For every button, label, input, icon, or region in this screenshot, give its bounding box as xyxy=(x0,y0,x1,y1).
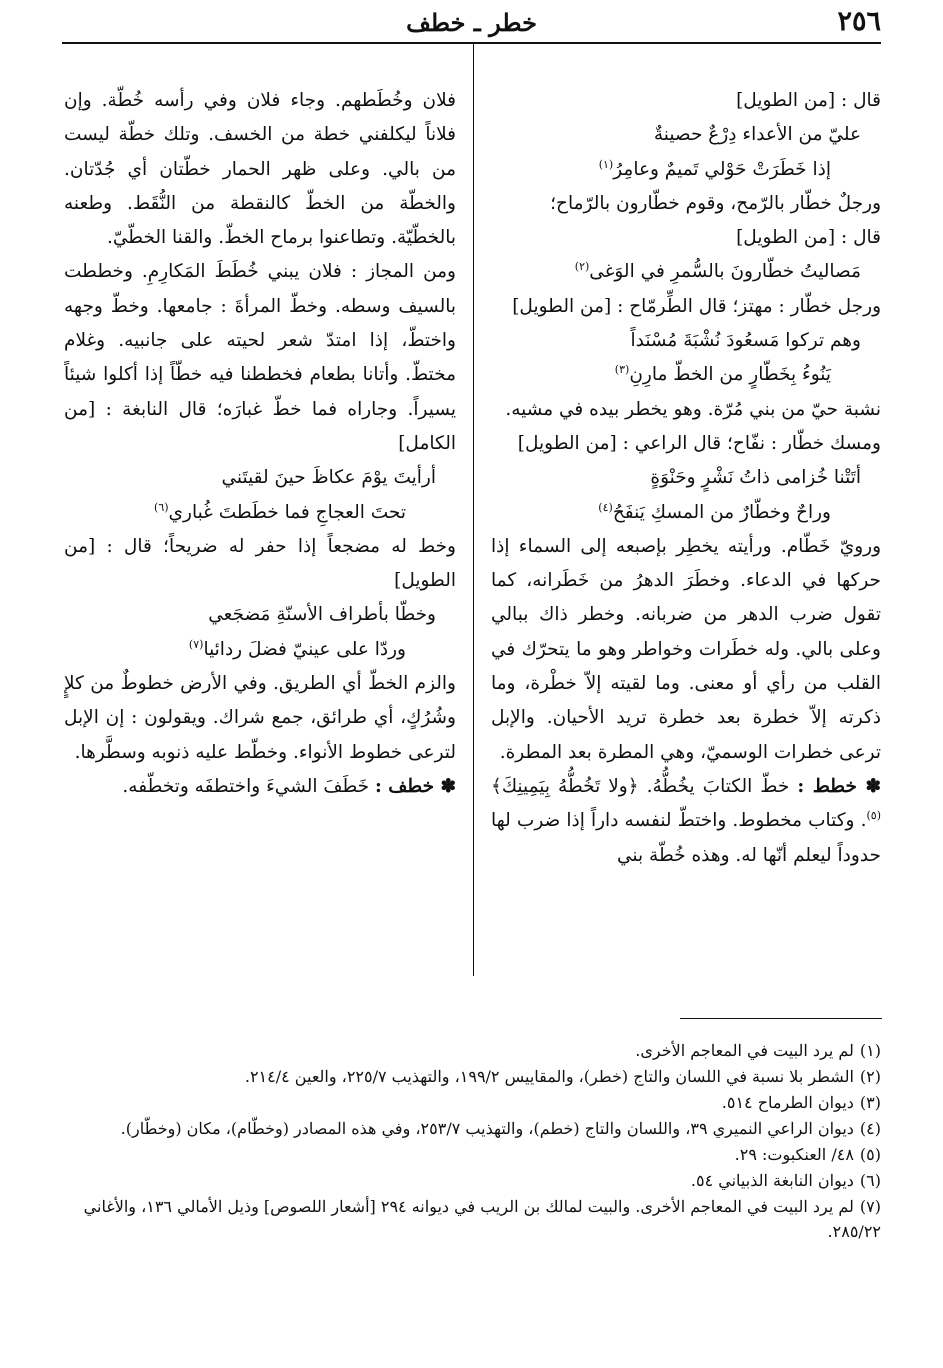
verse-text: وراحٌ وخطّارٌ من المسكِ يَنفَحُ xyxy=(612,501,831,523)
footnote-text: ٤٨/ العنكبوت: ٢٩. xyxy=(734,1145,854,1164)
footnote-text: ديوان الراعي النميري ٣٩، واللسان والتاج (خطم)، والتهذيب ٢٥٣/٧، وفي هذه المصادر (وخطّام)، مكان (وخطّار). xyxy=(120,1119,854,1138)
verse-text: وردّا على عينيّ فضلَ ردائيا xyxy=(203,638,406,660)
paragraph: ومسك خطّار : نفّاح؛ قال الراعي : [من الطويل] xyxy=(517,432,881,454)
verse-text: وهم تركوا مَسعُودَ نُشْبَةَ مُسْنَداً xyxy=(630,330,861,352)
paragraph: وخط له مضجعاً إذا حفر له ضريحاً؛ قال : [من الطويل] xyxy=(64,535,456,592)
verse-line xyxy=(64,496,456,530)
verse-line xyxy=(491,118,881,152)
paragraph: ومن المجاز : فلان يبني خُطَطَ المَكارِمِ. وخططت بالسيف وسطه. وخطّ المرأةَ : جامعها. وخطّ وجهه واختطّ، إذا امتدّ شعر لحيته على جانبيه. وغلام مختطّ. وأتانا بطعام فخططنا فيه خطّاً إذا أكلوا شيئاً يسيراً. وجاراه فما خطّ غبارَه؛ قال النابغة : [من الكامل] xyxy=(64,261,456,454)
footnote-marker: (١) xyxy=(598,157,614,171)
paragraph: ورجلٌ خطّار بالرّمح، وقوم خطّارون بالرّماح؛ xyxy=(550,192,881,214)
verse-text: أتَتْنا خُزامى ذاتُ نَشْرٍ وحَنْوَةٍ xyxy=(650,467,861,489)
footnote-marker: (٦) xyxy=(154,500,169,514)
running-title: خطر ـ خطف xyxy=(406,8,537,37)
page-number: ٢٥٦ xyxy=(837,6,881,37)
footnote-number: (٥) xyxy=(859,1145,881,1164)
verse-line xyxy=(64,461,456,495)
footnote xyxy=(64,1090,881,1115)
paragraph: نشبة حيّ من بني مُرّة. وهو يخطر بيده في مشيه. xyxy=(505,398,881,420)
verse-text: إذا خَطَرَتْ حَوْلي تَميمٌ وعامِرُ xyxy=(613,158,831,180)
footnote-number: (٦) xyxy=(859,1171,881,1190)
paragraph: ورجل خطّار : مهتز؛ قال الطِّرمّاح : [من الطويل] xyxy=(512,295,881,317)
entry-text-tail: . وكتاب مخطوط. واختطّ لنفسه داراً إذا ضرب لها حدوداً ليعلم أنّها له. وهذه خُطّة بني xyxy=(491,810,881,866)
footnote-text: الشطر بلا نسبة في اللسان والتاج (خطر)، والمقاييس ١٩٩/٢، والتهذيب ٢٢٥/٧، والعين ٢١٤/٤. xyxy=(244,1067,854,1086)
footnote xyxy=(64,1064,881,1089)
verse-text: وخطّا بأطراف الأسنّةِ مَضجَعي xyxy=(208,604,436,626)
left-column xyxy=(64,84,456,970)
footnote-number: (٧) xyxy=(859,1197,881,1216)
footnote xyxy=(64,1116,881,1141)
footnote-text: ديوان الطرماح ٥١٤. xyxy=(721,1093,854,1112)
verse-line xyxy=(491,358,881,392)
paragraph: قال : [من الطويل] xyxy=(736,90,881,111)
footnote-number: (٣) xyxy=(859,1093,881,1112)
footnote-marker: (٥) xyxy=(866,809,881,823)
entry-paragraph xyxy=(491,770,881,873)
footnote-number: (١) xyxy=(859,1041,881,1060)
footnote xyxy=(64,1194,881,1244)
footnote xyxy=(64,1168,881,1193)
footnote-number: (٤) xyxy=(859,1119,881,1138)
verse-line xyxy=(491,496,881,530)
paragraph: قال : [من الطويل] xyxy=(736,227,881,249)
paragraph: فلان وخُطَطهم. وجاء فلان وفي رأسه خُطّة. وإن فلاناً ليكلفني خطة من الخسف. وتلك خطّة ليست من بالي. وعلى ظهر الحمار خطّتان أي جُدّتان. والخطّة من الخطّ كالنقطة من النُّقَط. وطعنه بالخطّيّة. وتطاعنوا برماح الخطّ. والقنا الخطّيّ. xyxy=(64,90,456,249)
footnote-rule xyxy=(680,1018,882,1019)
paragraph: ورويّ خَطّام. ورأيته يخطِر بإصبعه إلى السماء إذا حركها في الدعاء. وخطَرَ الدهرُ من خَطَرانه، كما تقول ضرب الدهر من ضربانه. وخطر ذاك ببالي وعلى بالي. وله خطَرات وخواطر وهو ما يتحرّك في القلب من رأي أو معنى. وما لقيته إلاّ خطْرة، وما ذكرته إلاّ خطرة بعد خطرة تريد الأحيان. والإبل ترعى خطرات الوسميّ، وهي المطرة بعد المطرة. xyxy=(491,535,881,763)
verse-text: عليّ من الأعداء دِرْعٌ حصينةٌ xyxy=(653,124,861,146)
verse-text: تحتَ العجاجِ فما خطَطتَ غُباري xyxy=(168,501,406,523)
verse-line xyxy=(64,633,456,667)
verse-text: يَنُوءُ بِخَطّارٍ من الخطّ مارِنِ xyxy=(629,364,831,386)
verse-line xyxy=(491,461,881,495)
footnote-number: (٢) xyxy=(859,1067,881,1086)
entry-heading: ✽ خطف : xyxy=(375,775,456,797)
footnote-marker: (٧) xyxy=(188,637,204,651)
entry-text: خطّ الكتابَ يخُطُّهُ. ﴿ولا تَخُطُّهُ بِيَمِينِكَ﴾ xyxy=(491,775,790,797)
entry-paragraph xyxy=(64,770,456,804)
footnote-text: ديوان النابغة الذبياني ٥٤. xyxy=(690,1171,854,1190)
verse-line xyxy=(491,255,881,289)
verse-line xyxy=(491,324,881,358)
entry-heading: ✽ خطط : xyxy=(797,775,881,797)
right-column xyxy=(491,84,881,970)
page-header xyxy=(62,6,881,40)
footnotes xyxy=(64,1038,881,1245)
footnote xyxy=(64,1038,881,1063)
paragraph: والزم الخطّ أي الطريق. وفي الأرض خطوطٌ من كلإٍ وشُرُكٍ، أي طرائق، جمع شراك. ويقولون : إن الإبل لترعى خطوط الأنواء. وخطّط عليه ذنوبه وسطَّرها. xyxy=(64,673,456,763)
footnote-text: لم يرد البيت في المعاجم الأخرى. xyxy=(635,1041,854,1060)
verse-line xyxy=(491,153,881,187)
footnote-marker: (٣) xyxy=(614,363,630,377)
entry-text: خَطَفَ الشيءَ واختطفَه وتخطّفه. xyxy=(122,775,370,797)
header-rule xyxy=(62,42,881,44)
footnote xyxy=(64,1142,881,1167)
column-divider xyxy=(473,44,474,976)
footnote-marker: (٢) xyxy=(574,260,590,274)
footnote-text: لم يرد البيت في المعاجم الأخرى. والبيت لمالك بن الريب في ديوانه ٢٩٤ [أشعار اللصوص] وذيل الأمالي ١٣٦، والأغاني ٢٨٥/٢٢. xyxy=(83,1197,881,1241)
footnote-marker: (٤) xyxy=(598,500,613,514)
verse-text: أرأيتَ يوْمَ عكاظَ حينَ لقيتَني xyxy=(221,467,436,489)
verse-text: مَصاليتُ خطّارونَ بالسُّمرِ في الوَغى xyxy=(589,261,861,283)
verse-line xyxy=(64,598,456,632)
